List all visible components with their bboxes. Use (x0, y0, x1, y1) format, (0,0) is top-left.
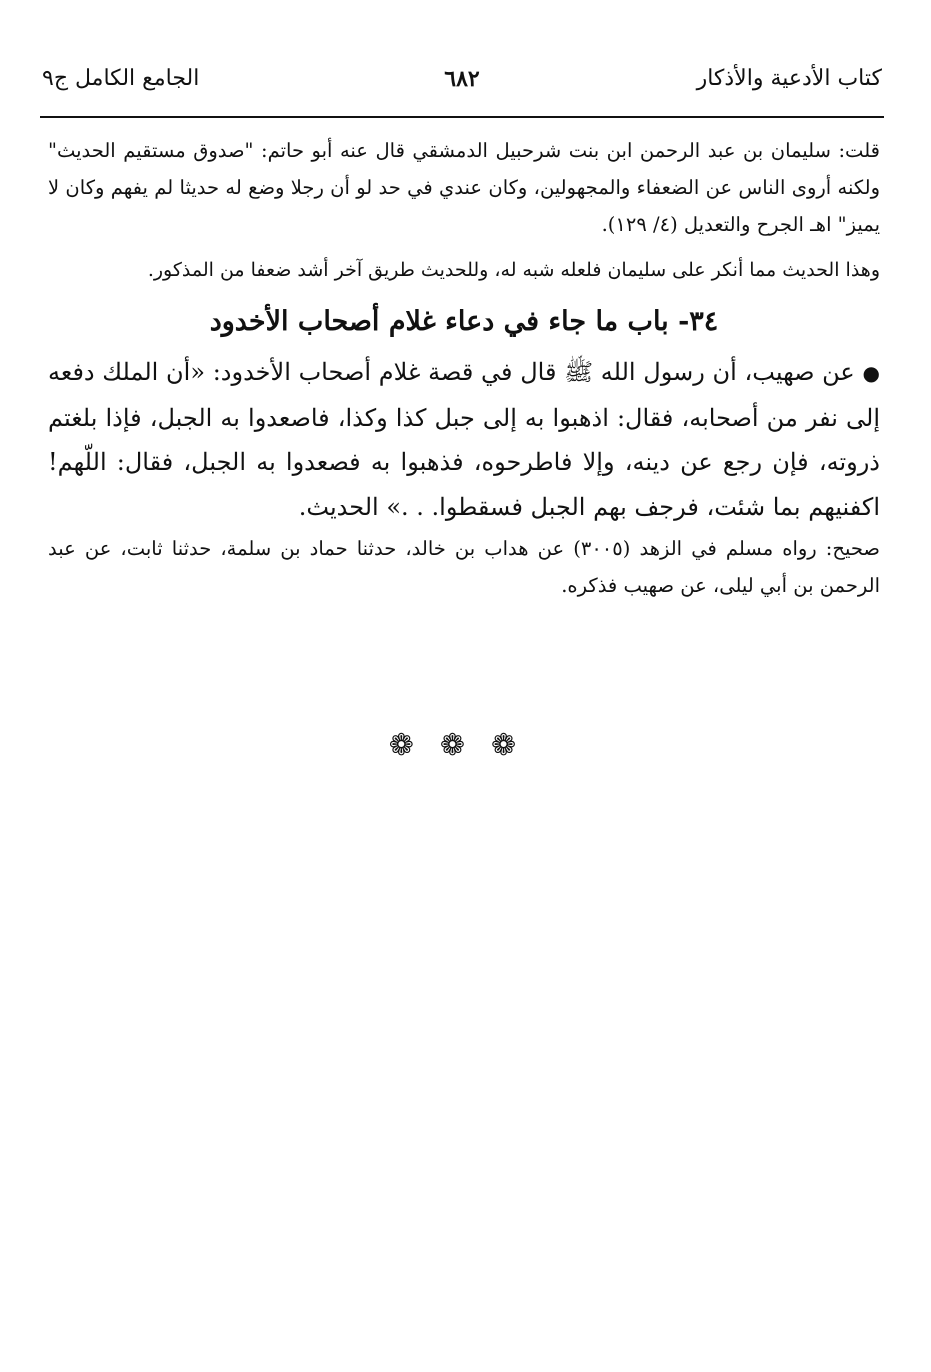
takhrij-note (48, 530, 880, 604)
hadith-text-block (48, 350, 880, 529)
header-divider (40, 116, 884, 118)
bullet-icon: ● (862, 361, 880, 385)
chapter-heading: ٣٤- باب ما جاء في دعاء غلام أصحاب الأخدود (209, 306, 719, 337)
hadith-text: عن صهيب، أن رسول الله ﷺ قال في قصة غلام أصحاب الأخدود: «أن الملك دفعه إلى نفر من أصحابه، فقال: اذهبوا به إلى جبل كذا وكذا، فاصعدوا به الجبل، فإذا بلغتم ذروته، فإن رجع عن دينه، وإلا فاطرحوه، فذهبوا به فصعدوا به الجبل، فقال: اللّهم! اكفنيهم بما شئت، فرجف بهم الجبل فسقطوا. . .» الحديث. (48, 358, 880, 521)
running-header-volume: الجامع الكامل ج٩ (42, 66, 200, 91)
section-end-ornament-icon: ❁❁❁ (388, 728, 543, 763)
running-header-book-title: كتاب الأدعية والأذكار (696, 66, 882, 91)
takhrij-text: صحيح: رواه مسلم في الزهد (٣٠٠٥) عن هداب بن خالد، حدثنا حماد بن سلمة، حدثنا ثابت، عن عبد الرحمن بن أبي ليلى، عن صهيب فذكره. (48, 537, 880, 597)
hadith-weakness-note-text: وهذا الحديث مما أنكر على سليمان فلعله شبه له، وللحديث طريق آخر أشد ضعفا من المذكور. (147, 259, 880, 281)
page-number: ٦٨٢ (444, 66, 480, 92)
narrator-note-text: قلت: سليمان بن عبد الرحمن ابن بنت شرحبيل الدمشقي قال عنه أبو حاتم: "صدوق مستقيم الحديث" ولكنه أروى الناس عن الضعفاء والمجهولين، وكان عندي في حد لو أن رجلا وضع له حديثا لم يفهم وكان لا يميز" اهـ الجرح والتعديل (٤/ ١٢٩). (48, 139, 880, 236)
narrator-note (48, 132, 880, 243)
hadith-weakness-note (48, 252, 880, 288)
running-header (42, 66, 882, 106)
